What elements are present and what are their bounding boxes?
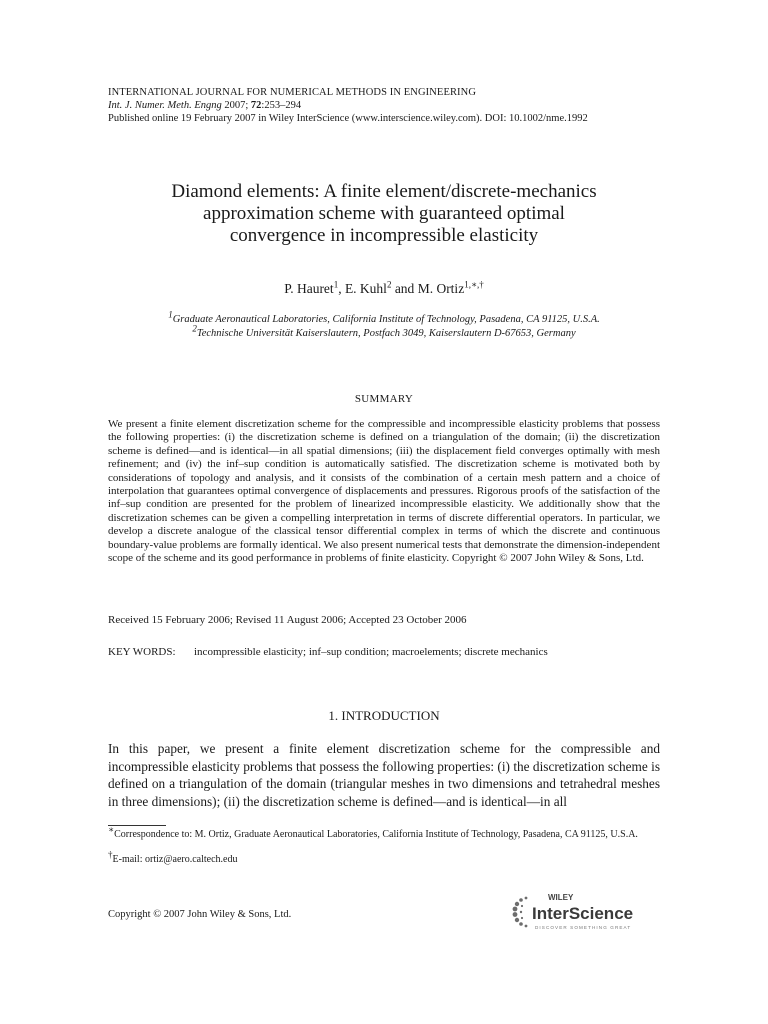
author-separator: ,	[338, 281, 345, 296]
title-line-1: Diamond elements: A finite element/discrete-mechanics	[171, 181, 597, 202]
summary-heading: SUMMARY	[354, 393, 414, 405]
journal-name: INTERNATIONAL JOURNAL FOR NUMERICAL METHODS IN ENGINEERING	[108, 87, 477, 98]
footnote-rule	[108, 825, 166, 826]
title-line-3: convergence in incompressible elasticity	[229, 225, 539, 246]
affil-text: Graduate Aeronautical Laboratories, California Institute of Technology, Pasadena, CA 91125, U.S.A.	[172, 314, 600, 325]
wiley-interscience-logo	[508, 890, 668, 932]
citation-volume: 72	[250, 100, 262, 111]
logo-tagline: DISCOVER SOMETHING GREAT	[535, 925, 632, 930]
paper-title	[0, 181, 768, 247]
footnote-email	[108, 849, 660, 867]
footnote-text: Correspondence to: M. Ortiz, Graduate Aeronautical Laboratories, California Institute of Technology, Pasadena, CA 91125, U.S.A.	[114, 829, 638, 840]
citation-abbrev: Int. J. Numer. Meth. Engng	[108, 100, 222, 111]
intro-paragraph: In this paper, we present a finite element discretization scheme for the compressible and incompressible elasticity problems that possess the following properties: (i) the discretization scheme is defined on a triangulation of the domain (triangular meshes in two dimensions and tetrahedral meshes in three dimensions); (ii) the discretization scheme is defined—and is identical—in all	[108, 741, 660, 809]
affil-mark: 1	[168, 309, 173, 320]
published-line: Published online 19 February 2007 in Wiley InterScience (www.interscience.wiley.com). DOI: 10.1002/nme.1992	[108, 113, 588, 124]
footnote-text: E-mail: ortiz@aero.caltech.edu	[112, 854, 238, 865]
citation-pages: :253–294	[261, 100, 302, 111]
logo-publisher: WILEY	[548, 893, 574, 902]
summary-text: We present a finite element discretization scheme for the compressible and incompressible elasticity problems that possess the following properties: (i) the discretization scheme is defined on a triangulation of the domain; (ii) the discretization scheme is defined—and is identical—in all spatial dimensions; (iii) the displacement field converges optimally with mesh refinement; and (iv) the inf–sup condition is automatically satisfied. The discretization scheme is motivated both by considerations of topology and analysis, and it consists of the combination of a certain mesh pattern and a choice of interpolation that guarantees optimal convergence of displacements and pressures. Rigorous proofs of the satisfaction of the inf–sup condition are presented for the problem of linearized incompressible elasticity. We additionally show that the discretization schemes can be given a compelling interpretation in terms of discrete differential operators. In particular, we develop a discrete analogue of the classical tensor differential complex in terms of which the discrete and continuous boundary-value problems are formally identical. We also present numerical tests that demonstrate the dimension-independent scope of the scheme and its good performance in problems of finite elasticity. Copyright © 2007 John Wiley & Sons, Ltd.	[108, 418, 660, 565]
affil-mark: 2	[192, 323, 197, 334]
keywords-text: incompressible elasticity; inf–sup condition; macroelements; discrete mechanics	[194, 646, 548, 658]
title-line-2: approximation scheme with guaranteed optimal	[203, 203, 565, 224]
author-name: M. Ortiz	[417, 281, 465, 296]
author-affil-mark: 1,∗,†	[464, 279, 484, 290]
footnote-mark: †	[108, 849, 113, 860]
keywords	[108, 646, 548, 658]
received-dates: Received 15 February 2006; Revised 11 August 2006; Accepted 23 October 2006	[108, 614, 467, 626]
author-name: P. Hauret	[284, 281, 334, 296]
affiliation-2	[0, 323, 768, 339]
author-separator: and	[391, 281, 418, 296]
keywords-label: KEY WORDS:	[108, 646, 176, 658]
author-affil-mark: 1	[333, 279, 339, 290]
logo-graphic	[508, 890, 668, 932]
author-affil-mark: 2	[386, 279, 392, 290]
footnote-correspondence	[108, 824, 660, 842]
section-heading: 1. INTRODUCTION	[328, 708, 440, 723]
logo-dot-arc	[513, 897, 528, 928]
citation-line	[108, 99, 301, 112]
copyright: Copyright © 2007 John Wiley & Sons, Ltd.	[108, 909, 292, 920]
footnote-mark: ∗	[108, 824, 115, 835]
affil-text: Technische Universität Kaiserslautern, Postfach 3049, Kaiserslautern D-67653, Germany	[196, 328, 576, 339]
citation-year: 2007;	[221, 100, 251, 111]
logo-brand: InterScience	[532, 904, 634, 923]
affiliation-1	[0, 309, 768, 325]
author-name: E. Kuhl	[344, 281, 387, 296]
author-list	[0, 281, 768, 297]
